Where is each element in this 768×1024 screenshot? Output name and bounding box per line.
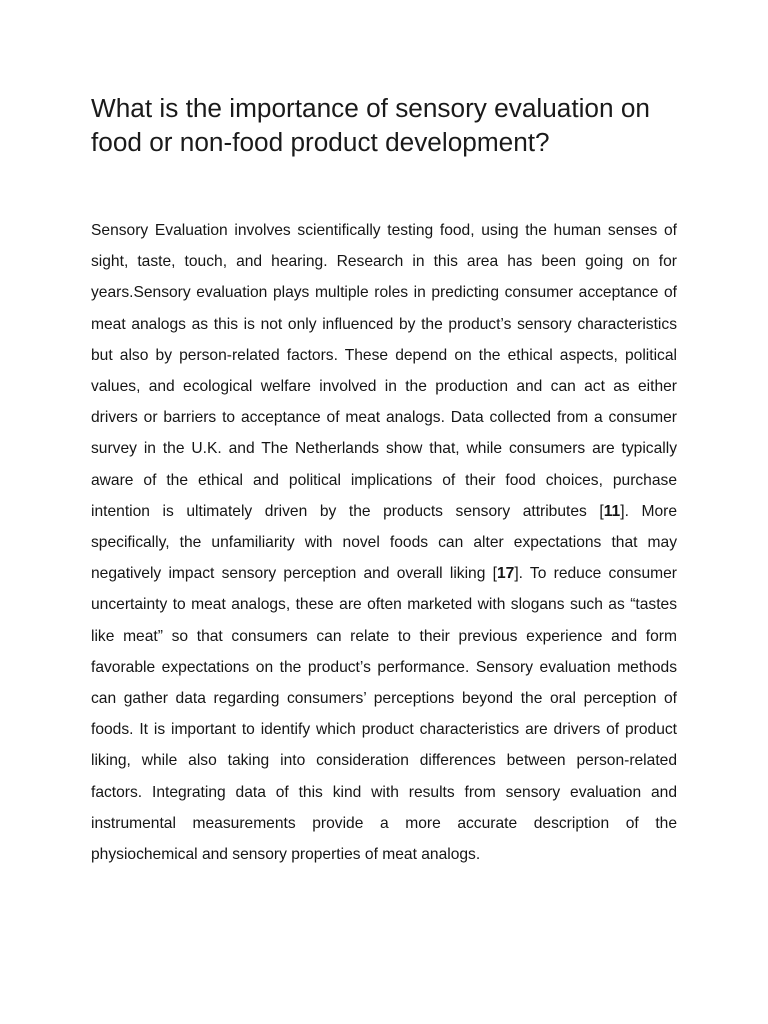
- paragraph-text-part-3: ]. To reduce consumer uncertainty to meat analogs, these are often marketed with slogans such as “tastes like meat” so that consumers can relate to their previous experience and form favorable expectations on the product’s performance. Sensory evaluation methods can gather data regarding consumers’ perceptions beyond the oral perception of foods. It is important to identify which product characteristics are drivers of product liking, while also taking into consideration differences between person-related factors. Integrating data of this kind with results from sensory evaluation and instrumental measurements provide a more accurate description of the physiochemical and sensory properties of meat analogs.: [91, 565, 677, 864]
- citation-11: 11: [603, 502, 621, 520]
- citation-17: 17: [496, 565, 515, 583]
- paragraph-text-part-1: Sensory Evaluation involves scientifically testing food, using the human senses of sight, taste, touch, and hearing. Research in this area has been going on for years.Sensory evaluation plays multiple roles in predicting consumer acceptance of meat analogs as this is not only influenced by the product’s sensory characteristics but also by person-related factors. These depend on the ethical aspects, political values, and ecological welfare involved in the production and can act as either drivers or barriers to acceptance of meat analogs. Data collected from a consumer survey in the U.K. and The Netherlands show that, while consumers are typically aware of the ethical and political implications of their food choices, purchase intention is ultimately driven by the products sensory attributes [: [91, 222, 677, 520]
- body-paragraph: [91, 215, 677, 870]
- paragraph-text-part-2: ]. More specifically, the unfamiliarity with novel foods can alter expectations that may negatively impact sensory perception and overall liking [: [91, 502, 677, 583]
- document-title: What is the importance of sensory evaluation on food or non-food product development?: [91, 93, 650, 157]
